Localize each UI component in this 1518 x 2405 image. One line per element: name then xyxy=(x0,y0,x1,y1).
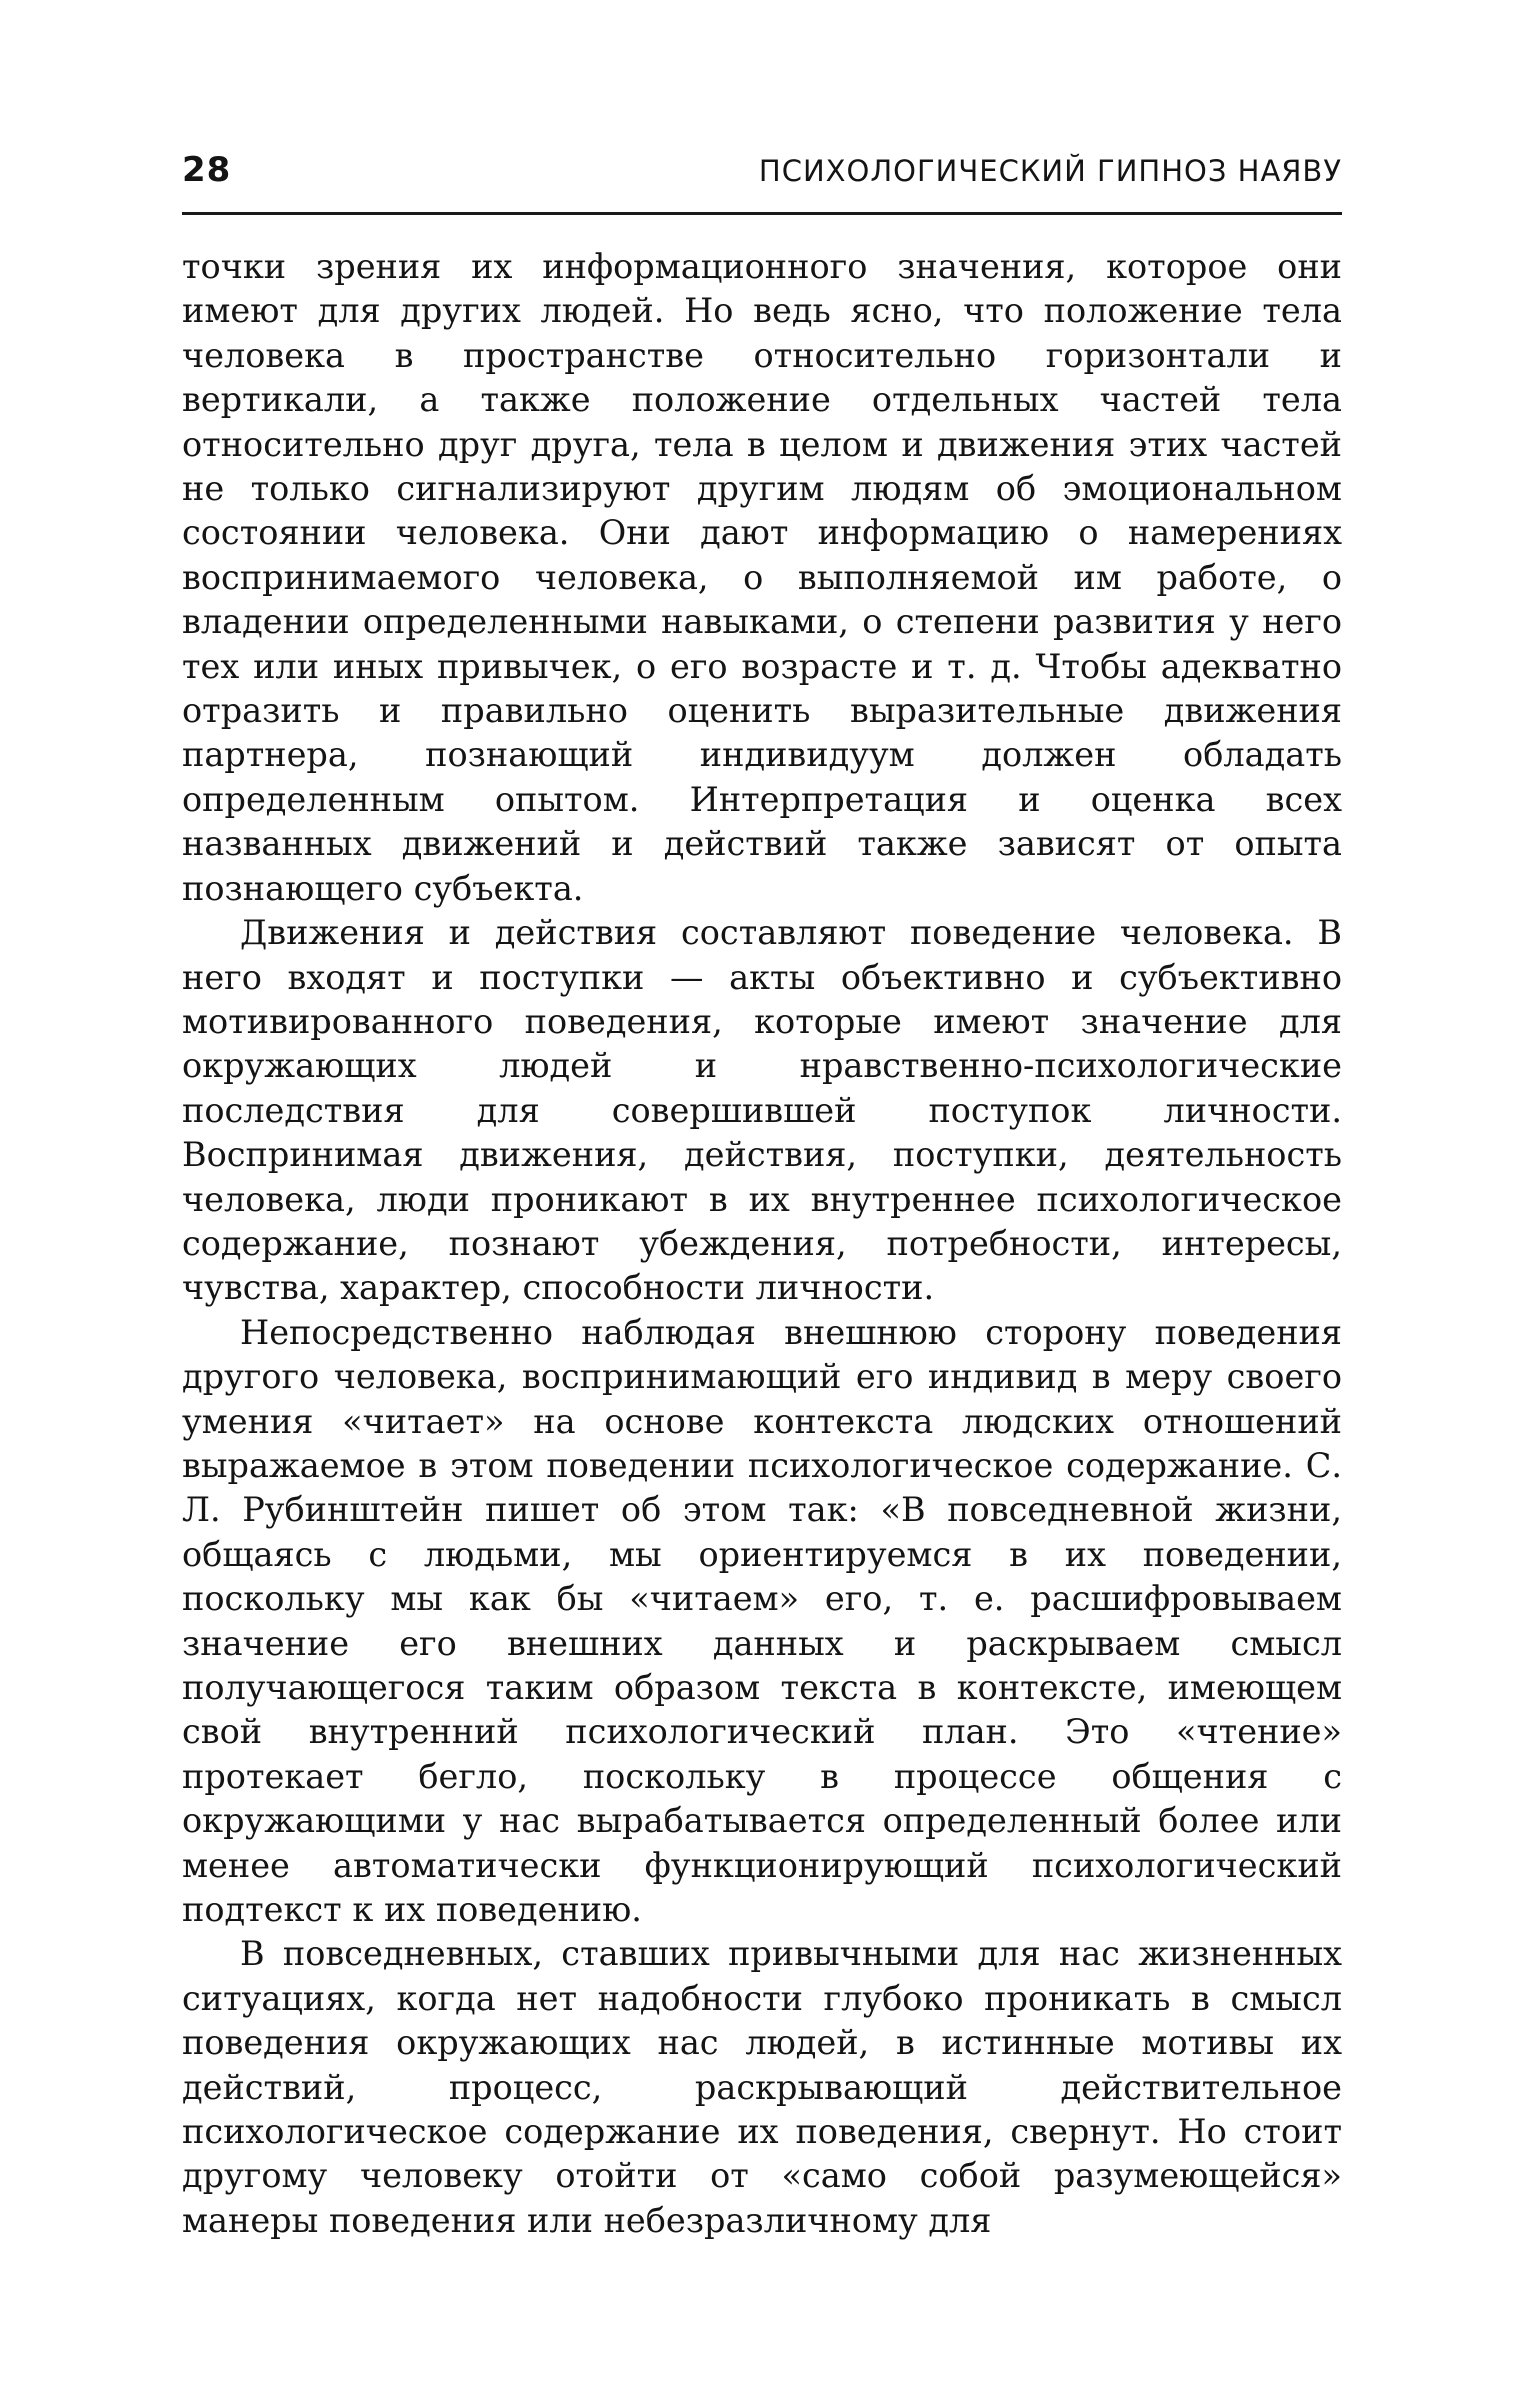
paragraph: В повседневных, ставших привычными для нас жизненных ситуациях, когда нет надобности глубоко проникать в смысл поведения окружающих нас людей, в истинные мотивы их действий, процесс, раскрывающий действительное психологическое содержание их поведения, свернут. Но стоит другому человеку отойти от «само собой разумеющейся» манеры поведения или небезразличному для xyxy=(182,1934,1342,2240)
running-head xyxy=(182,150,1342,215)
paragraph: точки зрения их информационного значения, которое они имеют для других людей. Но ведь ясно, что положение тела человека в пространстве относительно горизонтали и вертикали, а также положение отдельных частей тела относительно друг друга, тела в целом и движения этих частей не только сигнализируют другим людям об эмоциональном состоянии человека. Они дают информацию о намерениях воспринимаемого человека, о выполняемой им работе, о владении определенными навыками, о степени развития у него тех или иных привычек, о его возрасте и т. д. Чтобы адекватно отразить и правильно оценить выразительные движения партнера, познающий индивидуум должен обладать определенным опытом. Интерпретация и оценка всех названных движений и действий также зависят от опыта познающего субъекта. xyxy=(182,247,1342,908)
paragraph: Движения и действия составляют поведение человека. В него входят и поступки — акты объективно и субъективно мотивированного поведения, которые имеют значение для окружающих людей и нравственно-психологические последствия для совершившей поступок личности. Воспринимая движения, действия, поступки, деятельность человека, люди проникают в их внутреннее психологическое содержание, познают убеждения, потребности, интересы, чувства, характер, способности личности. xyxy=(182,913,1342,1308)
paragraph: Непосредственно наблюдая внешнюю сторону поведения другого человека, воспринимающий его индивид в меру своего умения «читает» на основе контекста людских отношений выражаемое в этом поведении психологическое содержание. С. Л. Рубинштейн пишет об этом так: «В повседневной жизни, общаясь с людьми, мы ориентируемся в их поведении, поскольку мы как бы «читаем» его, т. е. расшифровываем значение его внешних данных и раскрываем смысл получающегося таким образом текста в контексте, имеющем свой внутренний психологический план. Это «чтение» протекает бегло, поскольку в процессе общения с окружающими у нас вырабатывается определенный более или менее автоматически функционирующий психологический подтекст к их поведению. xyxy=(182,1312,1342,1930)
body-text xyxy=(182,245,1342,2243)
page-number: 28 xyxy=(182,150,232,190)
running-head-title: ПСИХОЛОГИЧЕСКИЙ ГИПНОЗ НАЯВУ xyxy=(758,154,1342,188)
book-page xyxy=(182,150,1342,2243)
